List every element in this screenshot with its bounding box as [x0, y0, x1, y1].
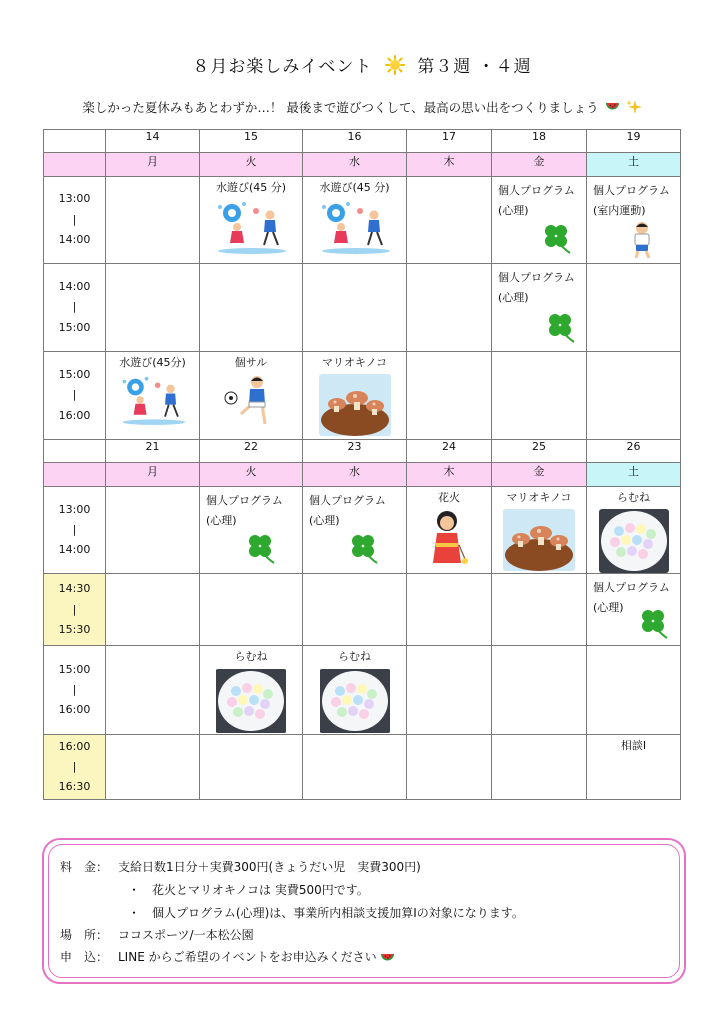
event-cell	[587, 352, 681, 440]
event-cell	[492, 264, 587, 352]
weekday-cell: 水	[303, 153, 407, 177]
week1-slot-1	[44, 177, 681, 264]
event-cell	[492, 487, 587, 574]
event-cell	[407, 352, 492, 440]
event-title: 個サル	[234, 356, 268, 369]
week2-weekday-row	[44, 463, 681, 487]
clover-icon	[347, 531, 379, 565]
event-cell	[407, 646, 492, 735]
event-cell	[200, 574, 303, 646]
event-cell	[303, 352, 407, 440]
subtitle-text: 楽しかった夏休みもあとわずか…！ 最後まで遊びつくして、最高の思い出をつくりましょう	[82, 100, 599, 115]
event-cell	[303, 574, 407, 646]
event-cell	[303, 646, 407, 735]
event-cell	[106, 735, 200, 800]
event-cell	[303, 735, 407, 800]
date-cell: 16	[303, 130, 407, 153]
event-title: 個人プログラム (心理)	[309, 494, 386, 527]
event-cell	[407, 264, 492, 352]
title-weeks: 第３週 ・４週	[417, 57, 532, 77]
ramune-candy-photo	[319, 669, 391, 733]
event-cell	[407, 177, 492, 264]
event-title: 個人プログラム (心理)	[498, 184, 575, 217]
clover-icon	[544, 310, 576, 344]
week2-slot-4	[44, 735, 681, 800]
corner-cell	[44, 440, 106, 463]
sparkle-icon	[626, 99, 642, 118]
ramune-candy-photo	[599, 509, 669, 573]
event-cell	[492, 177, 587, 264]
fee-text: 支給日数1日分＋実費300円(きょうだい児 実費300円)	[118, 860, 421, 874]
info-box	[42, 838, 686, 984]
event-cell	[106, 177, 200, 264]
date-cell: 25	[492, 440, 587, 463]
event-title: 相談Ⅰ	[620, 739, 647, 753]
time-cell: 14:00 | 15:00	[44, 264, 106, 352]
event-cell	[106, 646, 200, 735]
weekday-cell: 金	[492, 153, 587, 177]
date-cell: 19	[587, 130, 681, 153]
event-title: らむね	[338, 650, 371, 664]
place-label: 場 所：	[60, 928, 109, 942]
date-cell: 24	[407, 440, 492, 463]
water-play-illustration	[316, 199, 394, 255]
water-play-illustration	[212, 199, 290, 255]
date-cell: 14	[106, 130, 200, 153]
event-title: 水遊び(45 分)	[319, 181, 390, 194]
event-cell	[407, 487, 492, 574]
subtitle	[0, 98, 724, 118]
event-title: 水遊び(45 分)	[215, 181, 287, 194]
mushroom-cake-photo	[319, 374, 391, 436]
weekday-cell: 土	[587, 463, 681, 487]
time-cell: 13:00 | 14:00	[44, 487, 106, 574]
week1-slot-2	[44, 264, 681, 352]
event-calendar	[43, 129, 681, 800]
date-cell: 23	[303, 440, 407, 463]
clover-icon	[540, 221, 572, 255]
event-cell	[492, 352, 587, 440]
event-cell	[106, 352, 200, 440]
event-title: 花火	[438, 491, 460, 504]
watermelon-icon	[605, 101, 620, 116]
place-text: ココスポーツ/一本松公園	[118, 928, 254, 942]
time-cell: 13:00 | 14:00	[44, 177, 106, 264]
event-title: 個人プログラム (心理)	[206, 494, 283, 527]
fee-note-1: ・ 花火とマリオキノコは 実費500円です。	[128, 883, 369, 897]
weekday-cell: 月	[106, 153, 200, 177]
corner-cell	[44, 153, 106, 177]
fee-note-2: ・ 個人プログラム(心理)は、事業所内相談支援加算Ⅰの対象になります。	[128, 906, 524, 920]
event-cell	[587, 177, 681, 264]
event-cell	[200, 646, 303, 735]
event-cell	[492, 574, 587, 646]
ramune-candy-photo	[215, 669, 287, 733]
soccer-boy-illustration	[221, 374, 281, 430]
weekday-cell: 金	[492, 463, 587, 487]
event-cell	[587, 574, 681, 646]
week2-slot-3	[44, 646, 681, 735]
event-title: らむね	[617, 491, 650, 504]
title-text: ８月お楽しみイベント	[192, 57, 373, 77]
event-cell	[200, 487, 303, 574]
event-cell	[407, 574, 492, 646]
event-title: 水遊び(45分)	[119, 356, 186, 369]
event-cell	[106, 574, 200, 646]
clover-icon	[244, 531, 276, 565]
time-cell: 15:00 | 16:00	[44, 352, 106, 440]
date-cell: 22	[200, 440, 303, 463]
event-title: らむね	[234, 650, 268, 664]
event-cell	[303, 264, 407, 352]
corner-cell	[44, 463, 106, 487]
event-cell	[303, 177, 407, 264]
event-cell	[492, 735, 587, 800]
sun-icon	[385, 55, 405, 80]
week1-weekday-row	[44, 153, 681, 177]
event-cell	[106, 487, 200, 574]
watermelon-icon	[380, 952, 395, 964]
event-cell	[200, 264, 303, 352]
event-cell	[587, 646, 681, 735]
event-title: 個人プログラム (心理)	[498, 271, 575, 304]
date-cell: 18	[492, 130, 587, 153]
date-cell: 17	[407, 130, 492, 153]
weekday-cell: 水	[303, 463, 407, 487]
week2-date-row	[44, 440, 681, 463]
event-cell	[407, 735, 492, 800]
event-title: 個人プログラム (室内運動)	[593, 184, 670, 217]
event-cell	[200, 352, 303, 440]
time-cell: 14:30 | 15:30	[44, 574, 106, 646]
apply-label: 申 込：	[60, 950, 109, 964]
time-cell: 15:00 | 16:00	[44, 646, 106, 735]
apply-text: LINE からご希望のイベントをお申込みください	[118, 948, 395, 965]
event-cell	[587, 487, 681, 574]
event-title: 個人プログラム (心理)	[593, 581, 670, 615]
weekday-cell: 木	[407, 153, 492, 177]
event-cell	[492, 646, 587, 735]
water-play-illustration	[117, 374, 189, 426]
event-cell	[587, 735, 681, 800]
exercise-boy-illustration	[627, 221, 657, 259]
mushroom-cake-photo	[503, 509, 575, 571]
weekday-cell: 土	[587, 153, 681, 177]
weekday-cell: 月	[106, 463, 200, 487]
event-cell	[200, 735, 303, 800]
clover-icon	[637, 606, 669, 640]
fee-label: 料 金：	[60, 860, 109, 874]
date-cell: 15	[200, 130, 303, 153]
weekday-cell: 火	[200, 463, 303, 487]
date-cell: 26	[587, 440, 681, 463]
date-cell: 21	[106, 440, 200, 463]
event-cell	[303, 487, 407, 574]
time-cell: 16:00 | 16:30	[44, 735, 106, 800]
week2-slot-2	[44, 574, 681, 646]
week2-slot-1	[44, 487, 681, 574]
event-title: マリオキノコ	[506, 491, 572, 504]
weekday-cell: 木	[407, 463, 492, 487]
week1-date-row	[44, 130, 681, 153]
weekday-cell: 火	[200, 153, 303, 177]
corner-cell	[44, 130, 106, 153]
fireworks-girl-illustration	[427, 509, 471, 567]
event-cell	[106, 264, 200, 352]
event-title: マリオキノコ	[321, 356, 388, 369]
page-title	[0, 52, 724, 80]
event-cell	[200, 177, 303, 264]
event-cell	[587, 264, 681, 352]
week1-slot-3	[44, 352, 681, 440]
